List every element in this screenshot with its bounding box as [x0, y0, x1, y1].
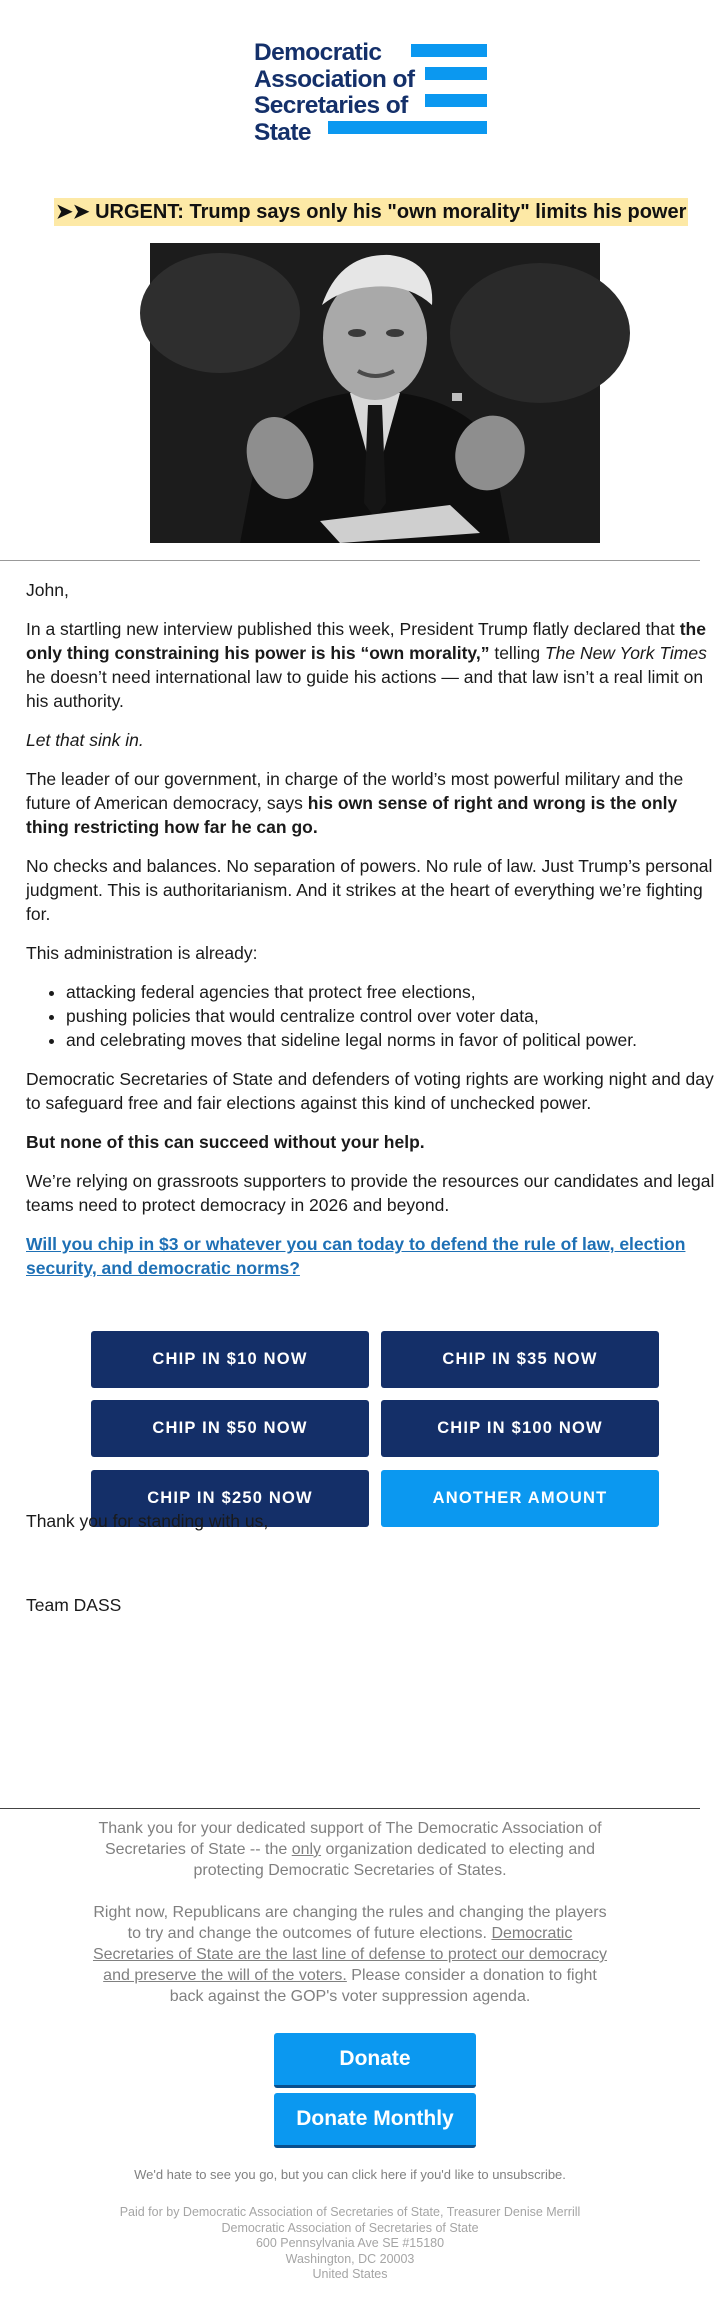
chip-in-10-button[interactable]: CHIP IN $10 NOW: [91, 1331, 369, 1388]
double-arrow-icon: ➤➤: [56, 201, 90, 223]
footer-paragraph-1: [85, 1818, 615, 1881]
signoff-team: Team DASS: [26, 1595, 122, 1615]
another-amount-button[interactable]: ANOTHER AMOUNT: [381, 1470, 659, 1527]
portrait-photo-icon: [150, 243, 600, 543]
chip-in-link[interactable]: Will you chip in $3 or whatever you can today to defend the rule of law, election security, and democratic norms?: [26, 1234, 686, 1278]
logo-line-2: Association of: [254, 65, 415, 93]
paragraph-1: [26, 617, 716, 713]
logo-bar-2: [425, 67, 487, 80]
logo-bar-3: [425, 94, 487, 107]
paragraph-2: [26, 728, 716, 752]
footer-p1-underlined: only: [291, 1841, 322, 1858]
p1-text-c: he doesn’t need international law to guide his actions — and that law isn’t a real limit on his authority.: [26, 667, 704, 711]
legal-disclaimer: [0, 2205, 700, 2283]
letter-body: [26, 578, 716, 1295]
footer-p1-text-b: organization dedicated to electing and protecting Democratic Secretaries of States.: [193, 1841, 596, 1879]
paragraph-8: We’re relying on grassroots supporters to provide the resources our candidates and legal teams need to protect democracy in 2026 and beyond.: [26, 1171, 715, 1215]
list-item: • and celebrating moves that sideline legal norms in favor of political power.: [66, 1028, 716, 1052]
logo-line-4: State: [254, 118, 311, 146]
dass-logo[interactable]: [254, 39, 498, 146]
divider-top: [0, 560, 700, 561]
p3-bold: his own sense of right and wrong is the only thing restricting how far he can go.: [26, 793, 678, 837]
greeting: John,: [26, 580, 69, 600]
logo-line-1: Democratic: [254, 39, 382, 66]
chip-in-35-button[interactable]: CHIP IN $35 NOW: [381, 1331, 659, 1388]
legal-line-5: United States: [312, 2267, 388, 2281]
p7-bold: But none of this can succeed without your help.: [26, 1132, 425, 1152]
logo-line-3: Secretaries of: [254, 92, 408, 119]
paragraph-5: This administration is already:: [26, 943, 258, 963]
paragraph-6: Democratic Secretaries of State and defenders of voting rights are working night and day to safeguard free and fair elections against this kind of unchecked power.: [26, 1069, 714, 1113]
p3-text: The leader of our government, in charge of the world’s most powerful military and the future of American democracy, says: [26, 769, 684, 813]
signoff-thanks: Thank you for standing with us,: [26, 1511, 269, 1531]
list-item: • attacking federal agencies that protect free elections,: [66, 980, 716, 1004]
footer-p2-text-b: Please consider a donation to fight back against the GOP's voter suppression agenda.: [169, 1967, 597, 2005]
chip-in-50-button[interactable]: CHIP IN $50 NOW: [91, 1400, 369, 1457]
legal-line-3: 600 Pennsylvania Ave SE #15180: [255, 2236, 445, 2250]
paragraph-3: [26, 767, 716, 839]
paragraph-7: [26, 1130, 716, 1154]
footer-p2-underlined: Democratic Secretaries of State are the last line of defense to protect our democracy and preserve the will of the voters.: [92, 1925, 608, 1984]
unsubscribe-text[interactable]: [0, 2167, 700, 2182]
donate-button[interactable]: Donate: [274, 2033, 476, 2088]
chip-in-250-button[interactable]: CHIP IN $250 NOW: [91, 1470, 369, 1527]
hero-photo[interactable]: [150, 243, 600, 543]
bullet-list: [26, 980, 716, 1052]
paragraph-ask: [26, 1232, 716, 1280]
urgent-headline: [54, 198, 688, 226]
p2-italic: Let that sink in.: [26, 730, 144, 750]
logo-bar-1: [411, 44, 487, 57]
p1-italic: The New York Times: [544, 643, 707, 663]
p1-bold: the only thing constraining his power is his “own morality,”: [26, 619, 706, 663]
footer-p1-text-a: Thank you for your dedicated support of The Democratic Association of Secretaries of State -- the: [98, 1820, 602, 1858]
list-item: • pushing policies that would centralize control over voter data,: [66, 1004, 716, 1028]
footer-p2-text-a: Right now, Republicans are changing the rules and changing the players to try and change the outcomes of future elections.: [93, 1904, 607, 1942]
legal-line-4: Washington, DC 20003: [285, 2251, 415, 2266]
unsubscribe-link[interactable]: We'd hate to see you go, but you can click here if you'd like to unsubscribe.: [134, 2167, 566, 2182]
legal-line-2: Democratic Association of Secretaries of State: [221, 2220, 479, 2235]
p1-text-a: In a startling new interview published this week, President Trump flatly declared that: [26, 619, 675, 639]
headline-text: URGENT: Trump says only his "own morality" limits his power: [95, 201, 687, 223]
divider-footer: [0, 1808, 700, 1809]
chip-in-100-button[interactable]: CHIP IN $100 NOW: [381, 1400, 659, 1457]
footer-paragraph-2: [85, 1902, 615, 2007]
donate-monthly-button[interactable]: Donate Monthly: [274, 2093, 476, 2148]
logo-bar-4: [328, 121, 487, 134]
legal-line-1: Paid for by Democratic Association of Secretaries of State, Treasurer Denise Merrill: [119, 2205, 581, 2219]
paragraph-4: No checks and balances. No separation of powers. No rule of law. Just Trump’s personal judgment. This is authoritarianism. And it strikes at the heart of everything we’re fighting for.: [26, 856, 713, 924]
p1-text-b: telling: [489, 643, 545, 663]
